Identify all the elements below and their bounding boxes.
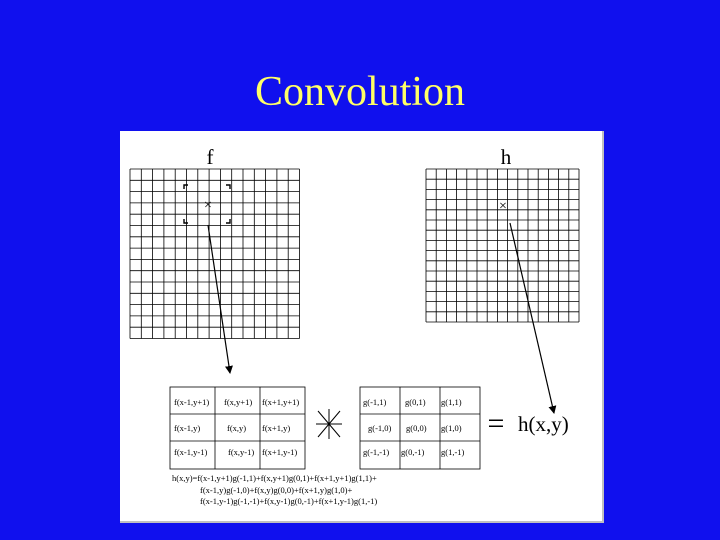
g-cell: g(-1,-1): [363, 447, 390, 457]
f-arrow: [208, 225, 230, 373]
g-cell: g(1,-1): [441, 447, 465, 457]
f-cell: f(x+1,y): [262, 423, 291, 433]
f-grid: [130, 169, 300, 339]
f-cell: f(x,y): [227, 423, 247, 433]
f-cell: f(x,y-1): [228, 447, 255, 457]
convolution-operator-icon: [316, 409, 342, 439]
g-cell: g(0,0): [406, 423, 427, 433]
f-cell: f(x+1,y+1): [262, 397, 300, 407]
f-label: f: [206, 145, 214, 169]
f-center-mark: ×: [204, 198, 212, 213]
g-cell: g(0,1): [405, 397, 426, 407]
f-cell: f(x,y+1): [224, 397, 253, 407]
formula-line: f(x-1,y)g(-1,0)+f(x,y)g(0,0)+f(x+1,y)g(1,0)+: [200, 485, 353, 495]
convolution-figure: [120, 131, 604, 523]
h-center-mark: ×: [499, 199, 507, 214]
h-grid: [426, 169, 579, 322]
formula-line: h(x,y)=f(x-1,y+1)g(-1,1)+f(x,y+1)g(0,1)+f(x+1,y+1)g(1,1)+: [172, 473, 377, 483]
result-label: h(x,y): [518, 412, 569, 436]
figure-canvas: [120, 131, 602, 521]
h-arrow: [510, 223, 554, 413]
g-cell: g(1,1): [441, 397, 462, 407]
h-label: h: [500, 145, 512, 169]
g-cell: g(-1,1): [363, 397, 387, 407]
equals-sign: =: [487, 407, 505, 440]
f-cell: f(x-1,y-1): [174, 447, 208, 457]
g-cell: g(1,0): [441, 423, 462, 433]
g-cell: g(-1,0): [368, 423, 392, 433]
slide-title: Convolution: [254, 69, 466, 115]
formula-line: f(x-1,y-1)g(-1,-1)+f(x,y-1)g(0,-1)+f(x+1,y-1)g(1,-1): [200, 496, 378, 506]
g-cell: g(0,-1): [401, 447, 425, 457]
f-cell: f(x-1,y+1): [174, 397, 210, 407]
f-cell: f(x+1,y-1): [262, 447, 298, 457]
f-cell: f(x-1,y): [174, 423, 201, 433]
